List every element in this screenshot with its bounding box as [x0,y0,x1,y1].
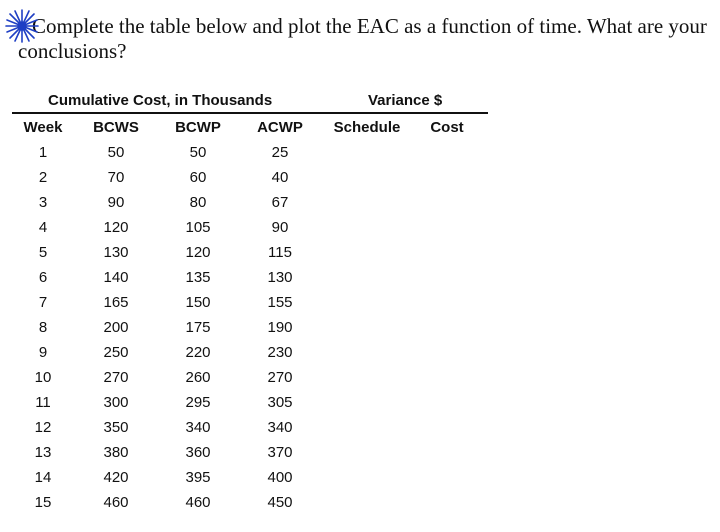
question-text [18,14,708,64]
cell-week: 11 [35,394,51,411]
cell-acwp: 340 [267,419,293,436]
cell-week: 2 [38,169,48,186]
column-header-week: Week [23,118,63,136]
cell-bcwp: 260 [185,369,211,386]
cell-bcws: 380 [103,444,129,461]
cell-schedule [322,340,412,365]
cell-bcwp: 60 [189,169,207,186]
cell-bcws: 420 [103,469,129,486]
column-header-row [12,114,482,140]
cell-acwp: 155 [267,294,293,311]
cell-bcwp: 360 [185,444,211,461]
table-row [12,365,482,390]
cell-bcws: 130 [103,244,129,261]
cumulative-cost-header: Cumulative Cost, in Thousands [48,92,273,109]
cost-table [12,88,492,515]
cell-bcws: 90 [107,194,125,211]
cell-cost [412,390,482,415]
cell-week: 12 [34,419,52,436]
cell-acwp: 370 [267,444,293,461]
cell-schedule [322,490,412,515]
cell-bcwp: 395 [185,469,211,486]
cell-cost [412,340,482,365]
cell-week: 4 [38,219,48,236]
table-body [12,140,482,515]
cell-acwp: 90 [271,219,289,236]
column-header-schedule: Schedule [333,118,401,136]
column-header-acwp: ACWP [257,118,303,136]
cell-schedule [322,465,412,490]
table-row [12,140,482,165]
cell-week: 7 [38,294,48,311]
cell-bcwp: 50 [189,144,207,161]
table-row [12,490,482,515]
cell-bcwp: 175 [185,319,211,336]
cell-cost [412,415,482,440]
cell-cost [412,490,482,515]
cell-schedule [322,290,412,315]
cell-cost [412,190,482,215]
cell-schedule [322,315,412,340]
table-row [12,315,482,340]
cell-bcwp: 120 [185,244,211,261]
cell-bcwp: 340 [185,419,211,436]
cell-bcws: 300 [103,394,129,411]
cell-cost [412,165,482,190]
cell-acwp: 115 [268,244,292,261]
cell-bcws: 250 [103,344,129,361]
cell-bcws: 460 [103,494,129,511]
cell-cost [412,315,482,340]
cell-bcwp: 150 [185,294,211,311]
cell-bcwp: 80 [189,194,207,211]
cell-bcws: 270 [103,369,129,386]
data-table [12,114,482,515]
table-row [12,265,482,290]
cell-schedule [322,190,412,215]
table-row [12,190,482,215]
cell-schedule [322,390,412,415]
cell-cost [412,140,482,165]
cell-cost [412,290,482,315]
cell-cost [412,240,482,265]
cell-cost [412,465,482,490]
cell-bcwp: 220 [185,344,211,361]
cell-bcwp: 295 [185,394,211,411]
cell-schedule [322,140,412,165]
cell-cost [412,265,482,290]
column-header-bcwp: BCWP [175,118,221,136]
question-line-2: conclusions? [18,39,127,63]
cell-schedule [322,265,412,290]
header-rule [12,112,488,114]
cell-week: 6 [38,269,48,286]
table-row [12,465,482,490]
cell-week: 10 [34,369,52,386]
cell-schedule [322,365,412,390]
table-row [12,340,482,365]
cell-bcws: 70 [107,169,125,186]
cell-schedule [322,240,412,265]
table-row [12,215,482,240]
cell-schedule [322,440,412,465]
star-scribble-icon [4,8,40,44]
cell-acwp: 67 [271,194,289,211]
table-row [12,165,482,190]
column-header-bcws: BCWS [93,118,139,136]
cell-cost [412,215,482,240]
cell-week: 8 [38,319,48,336]
cell-schedule [322,415,412,440]
table-row [12,440,482,465]
cell-acwp: 450 [267,494,293,511]
cell-bcws: 165 [103,294,129,311]
cell-bcwp: 460 [185,494,211,511]
cell-acwp: 190 [267,319,293,336]
cell-acwp: 130 [267,269,293,286]
column-header-cost: Cost [430,118,464,136]
cell-cost [412,365,482,390]
table-row [12,290,482,315]
cell-bcws: 120 [103,219,129,236]
cell-week: 1 [38,144,48,161]
cell-acwp: 25 [271,144,289,161]
group-header-row [12,88,492,114]
cell-week: 15 [34,494,52,511]
cell-week: 9 [38,344,48,361]
table-row [12,390,482,415]
cell-acwp: 400 [267,469,293,486]
cell-bcws: 350 [103,419,129,436]
cell-week: 3 [38,194,48,211]
table-row [12,240,482,265]
cell-week: 13 [34,444,52,461]
cell-schedule [322,165,412,190]
cell-acwp: 270 [267,369,293,386]
cell-week: 5 [38,244,48,261]
variance-header: Variance $ [368,92,443,109]
cell-acwp: 305 [267,394,293,411]
cell-bcws: 140 [103,269,129,286]
question-line-1: Complete the table below and plot the EAC as a function of time. What are your [32,14,707,38]
cell-bcws: 200 [103,319,129,336]
cell-week: 14 [34,469,52,486]
cell-bcwp: 135 [185,269,211,286]
cell-acwp: 230 [267,344,293,361]
cell-schedule [322,215,412,240]
cell-bcwp: 105 [185,219,211,236]
table-row [12,415,482,440]
cell-cost [412,440,482,465]
cell-acwp: 40 [271,169,289,186]
cell-bcws: 50 [107,144,125,161]
